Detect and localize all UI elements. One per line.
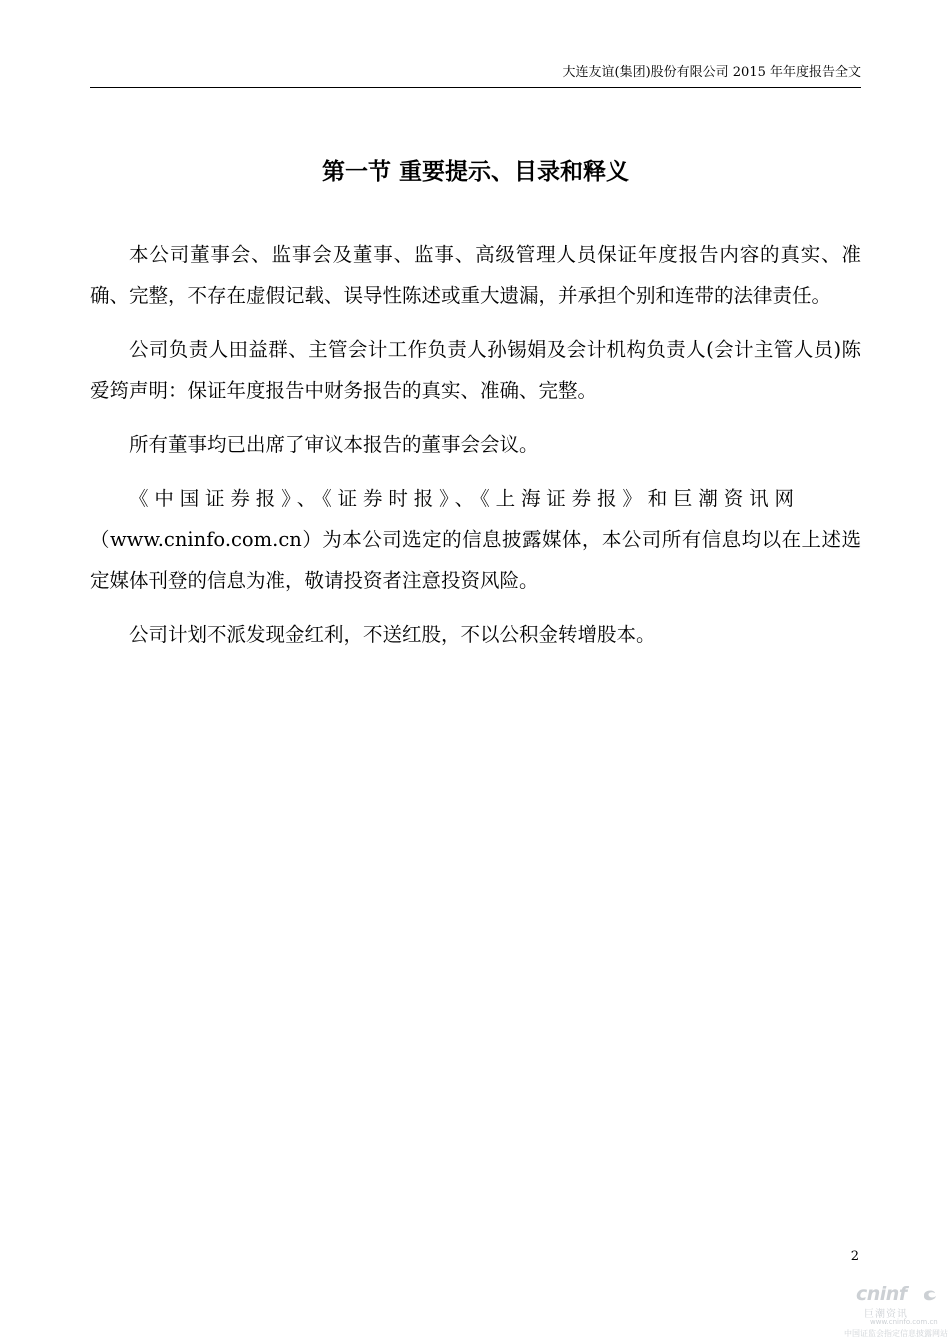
paragraph-disclosure-media-line1: 《中国证券报》、《证券时报》、《上海证券报》和巨潮资讯网 bbox=[129, 487, 800, 510]
paragraph-officers-declaration: 公司负责人田益群、主管会计工作负责人孙锡娟及会计机构负责人(会计主管人员)陈爱筠声明：保证年度报告中财务报告的真实、准确、完整。 bbox=[90, 338, 861, 402]
paragraph-responsibility-statement: 本公司董事会、监事会及董事、监事、高级管理人员保证年度报告内容的真实、准确、完整，不存在虚假记载、误导性陈述或重大遗漏，并承担个别和连带的法律责任。 bbox=[90, 243, 861, 307]
cninfo-logo-icon bbox=[921, 1286, 939, 1304]
paragraph-disclosure-media-rest: （www.cninfo.com.cn）为本公司选定的信息披露媒体，本公司所有信息均以在上述选定媒体刊登的信息为准，敬请投资者注意投资风险。 bbox=[90, 528, 861, 592]
page-number: 2 bbox=[850, 1249, 859, 1264]
watermark-name: 巨潮资讯 bbox=[864, 1309, 908, 1320]
running-header: 大连友谊(集团)股份有限公司 2015 年年度报告全文 bbox=[562, 65, 861, 80]
document-body bbox=[90, 234, 861, 668]
cninfo-watermark bbox=[836, 1283, 948, 1341]
paragraph-board-attendance: 所有董事均已出席了审议本报告的董事会会议。 bbox=[129, 433, 539, 456]
watermark-tagline: 中国证监会指定信息披露网站 bbox=[844, 1329, 948, 1338]
header-divider bbox=[90, 87, 861, 88]
watermark-url: www.cninfo.com.cn bbox=[870, 1318, 938, 1326]
watermark-brand: cninf bbox=[856, 1283, 907, 1305]
section-title: 第一节 重要提示、目录和释义 bbox=[321, 158, 629, 185]
paragraph-dividend-plan: 公司计划不派发现金红利，不送红股，不以公积金转增股本。 bbox=[129, 623, 656, 646]
